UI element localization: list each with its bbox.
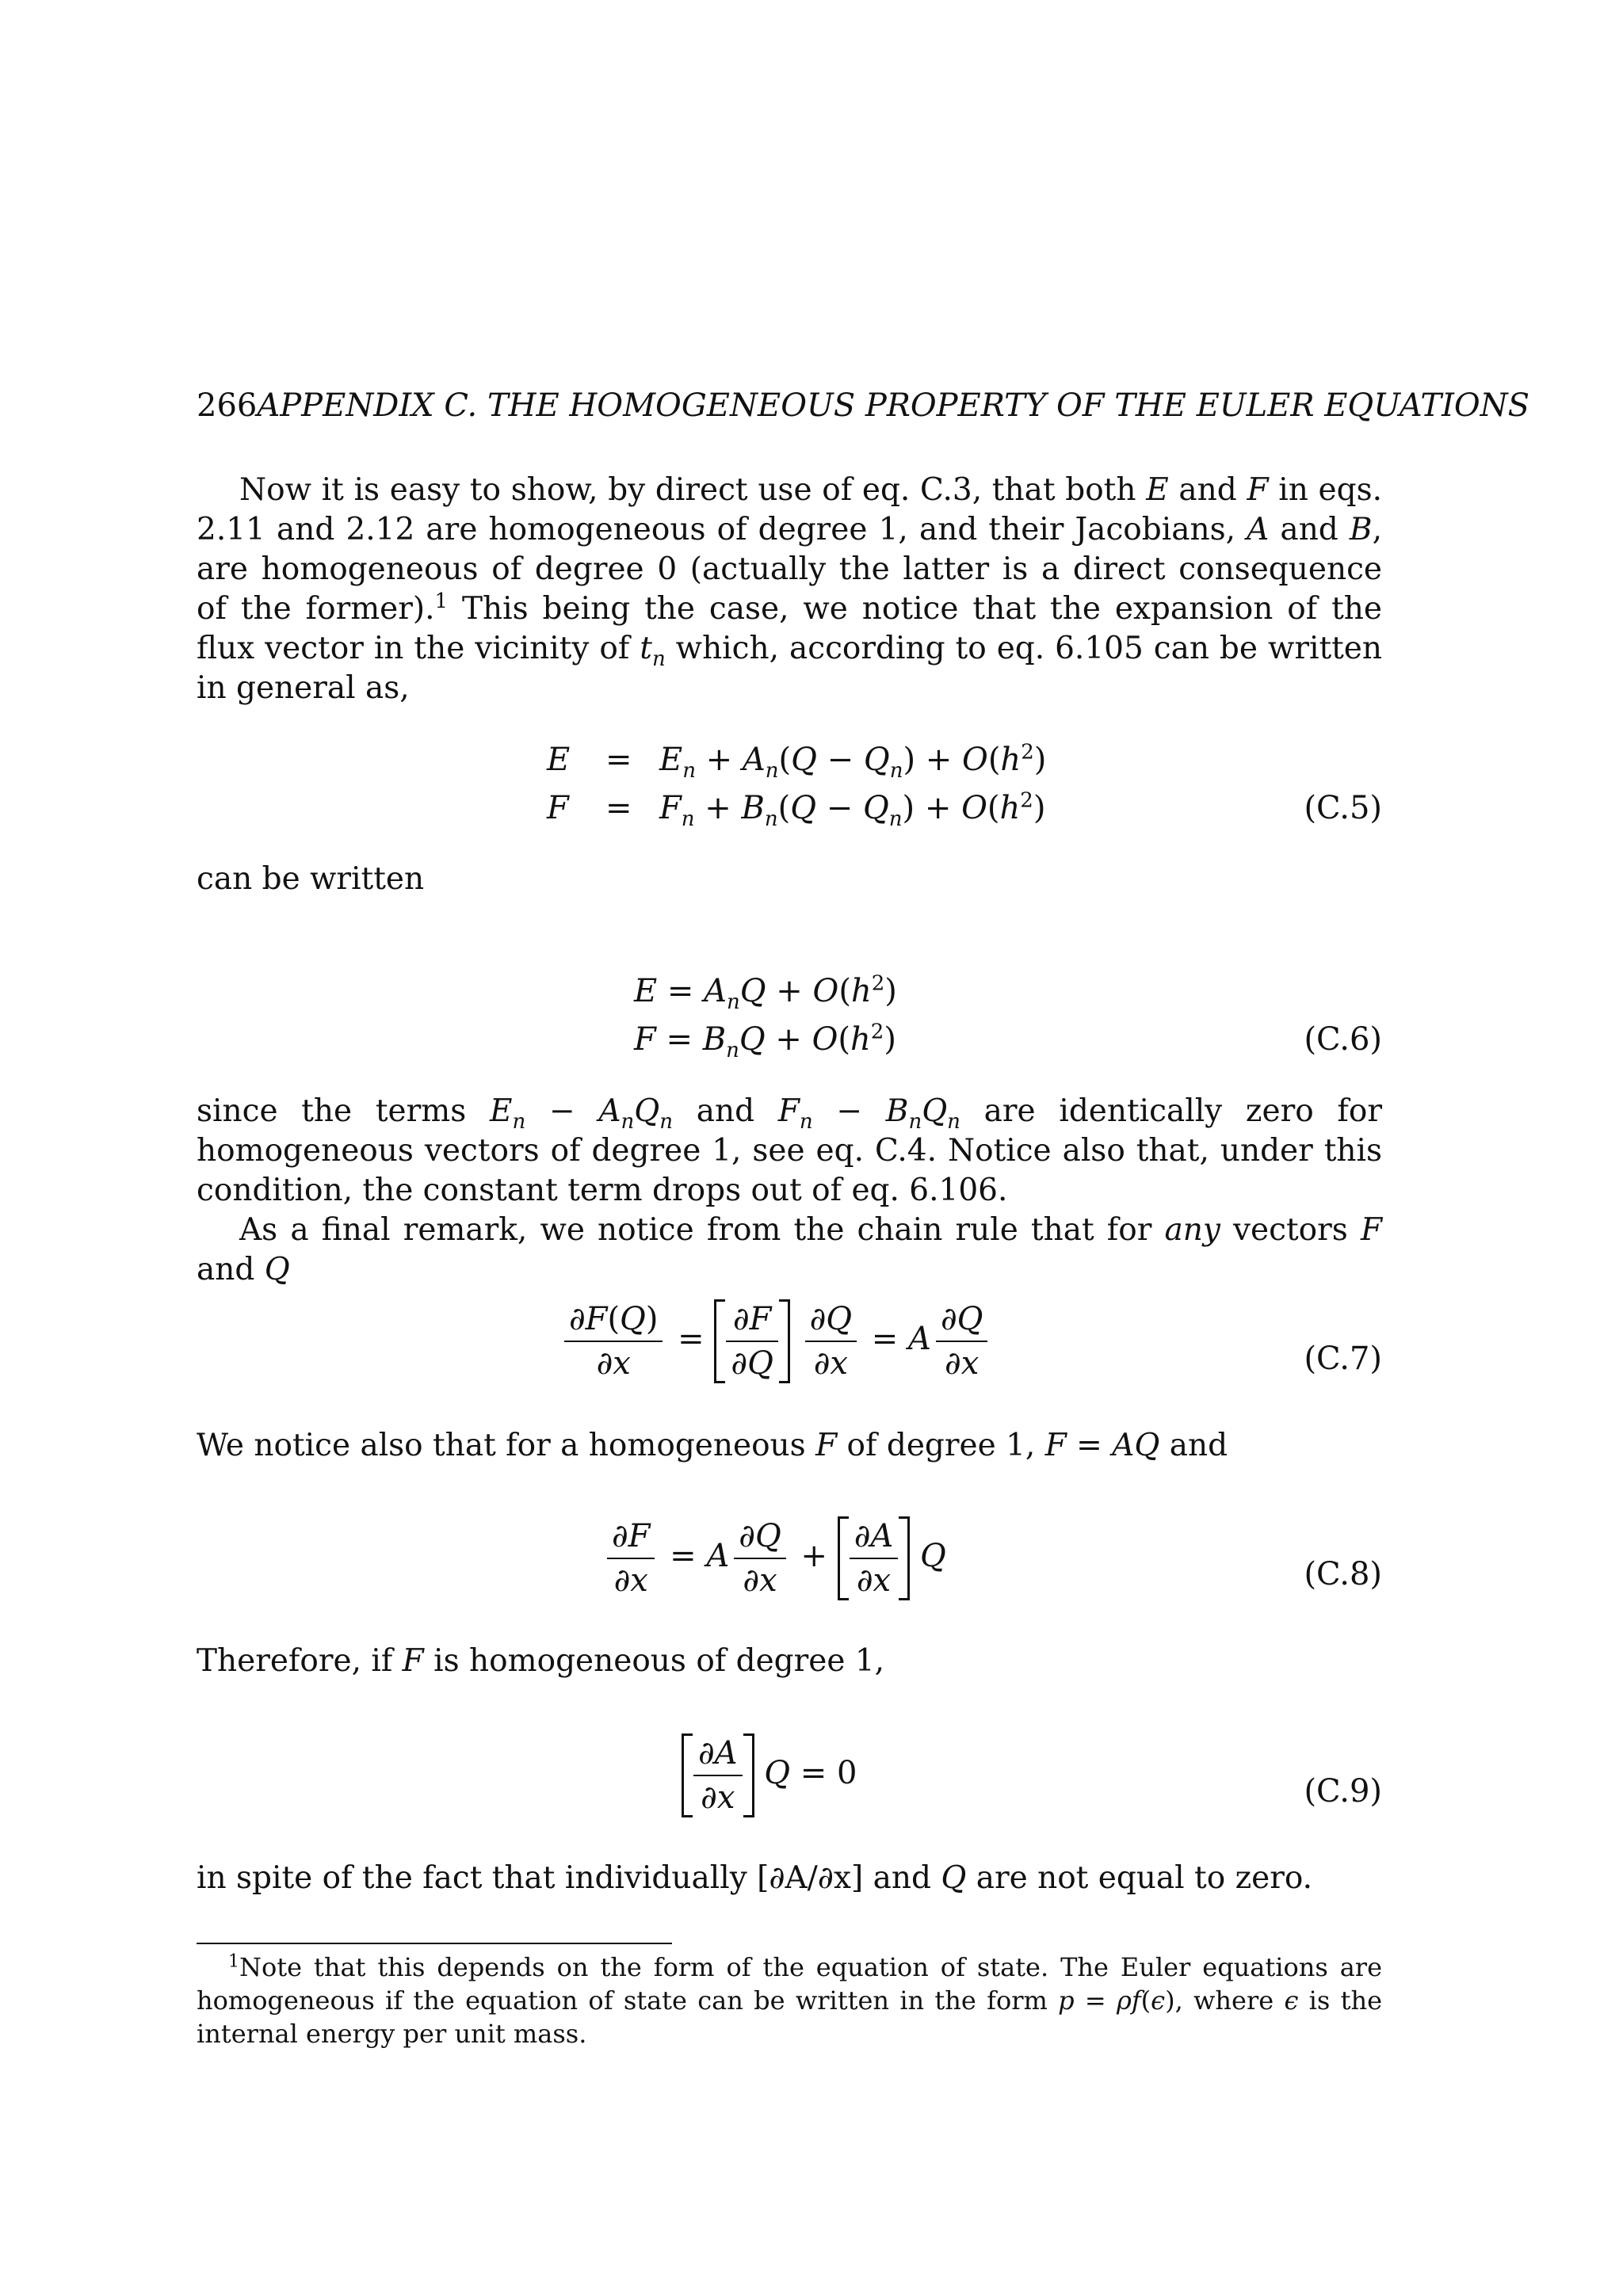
paragraph-final-remark: As a final remark, we notice from the chain rule that for any vectors F and Q: [197, 1212, 1382, 1287]
footnote-rule: [197, 1943, 672, 1944]
paragraph-homogeneous-f: We notice also that for a homogeneous F of degree 1, F = AQ and: [197, 1428, 1228, 1463]
paragraph-since-terms: since the terms $E_n - A_nQ_n$ and $F_n - B_nQ_n$ are identically zero for homogeneous vectors of degree 1, see eq. C.4. Notice also that, under this condition, the constant term drops out of eq. 6.106.: [197, 1093, 1382, 1208]
equation-c8: $\frac{\partial F}{\partial x}$ = A $\frac{\partial Q}{\partial x}$ + $\frac{\partial A}{\partial x}$ Q: [602, 1516, 946, 1600]
paragraph-can-be-written: can be written: [197, 861, 425, 897]
equation-number-c6: (C.6): [1304, 1021, 1382, 1058]
equation-number-c7: (C.7): [1304, 1341, 1382, 1377]
footnote: $^1$Note that this depends on the form of the equation of state. The Euler equations are homogeneous if the equation of state can be written in the form p = ρf(ϵ), where ϵ is the internal energy per unit mass.: [197, 1951, 1383, 2049]
footnote-ref: 1: [434, 589, 449, 613]
equation-c7: $\frac{\partial F(Q)}{\partial x}$ = $\frac{\partial F}{\partial Q}$ $\frac{\partial Q}{\partial x}$ = A $\frac{\partial Q}{\partial x}$: [559, 1299, 992, 1383]
equation-number-c9: (C.9): [1304, 1773, 1382, 1810]
header-title: APPENDIX C. THE HOMOGENEOUS PROPERTY OF THE EULER EQUATIONS: [257, 387, 1530, 424]
paragraph-therefore: Therefore, if F is homogeneous of degree 1,: [197, 1643, 885, 1679]
equation-number-c5: (C.5): [1304, 790, 1382, 826]
running-header: [197, 387, 1530, 425]
page: 266APPENDIX C. THE HOMOGENEOUS PROPERTY OF THE EULER EQUATIONS Now it is easy to show, by direct use of eq. C.3, that both E and F in eqs. 2.11 and 2.12 are homogeneous of degree 1, and their Jacobians, A and B, are homogeneous of degree 0 (actually the latter is a direct consequence of the former).$^1$ This being the case, we notice that the expansion of the flux vector in the vicinity of $t_n$ which, according to eq. 6.105 can be written in general as, E = $E_n + A_n(Q - Q_n) + O(h^2)$ F = $F_n + B_n(Q - Q_n) + O(h^2)$ (C.5) can be written $E = A_nQ + O(h^2)$ $F = B_nQ + O(h^2)$ (C.6) since the terms $E_n - A_nQ_n$ and $F_n - B_nQ_n$ are identically zero for homogeneous vectors of degree 1, see eq. C.4. Notice also that, under this condition, the constant term drops out of eq. 6.106. As a final remark, we notice from the chain rule that for any vectors F and Q $\frac{\partial F(Q)}{\partial x}$ = $\frac{\partial F}{\partial Q}$ $\frac{\partial Q}{\partial x}$ = A $\frac{\partial Q}{\partial x}$ (C.7) We notice also that for a homogeneous F of degree 1, F = AQ and $\frac{\partial F}{\partial x}$ = A $\frac{\partial Q}{\partial x}$ + $\frac{\partial A}{\partial x}$ Q (C.8) Therefore, if F is homogeneous of degree 1, $\frac{\partial A}{\partial x}$ Q = 0 (C.9) in spite of the fact that individually [∂A/∂x] and Q are not equal to zero. $^1$Note that this depends on the form of the equation of state. The Euler equations are homogeneous if the equation of state can be written in the form p = ρf(ϵ), where ϵ is the internal energy per unit mass.: [197, 387, 1530, 2049]
paragraph-in-spite: in spite of the fact that individually [∂A/∂x] and Q are not equal to zero.: [197, 1860, 1313, 1896]
equation-c9: $\frac{\partial A}{\partial x}$ Q = 0: [682, 1733, 857, 1817]
page-number: 266: [197, 387, 258, 424]
equation-number-c8: (C.8): [1304, 1556, 1382, 1592]
footnote-mark: 1: [228, 1951, 239, 1972]
paragraph-intro: Now it is easy to show, by direct use of eq. C.3, that both E and F in eqs. 2.11 and 2.12 are homogeneous of degree 1, and their Jacobians, A and B, are homogeneous of degree 0 (actually the latter is a direct consequence of the former).$^1$ This being the case, we notice that the expansion of the flux vector in the vicinity of $t_n$ which, according to eq. 6.105 can be written in general as,: [197, 472, 1383, 706]
